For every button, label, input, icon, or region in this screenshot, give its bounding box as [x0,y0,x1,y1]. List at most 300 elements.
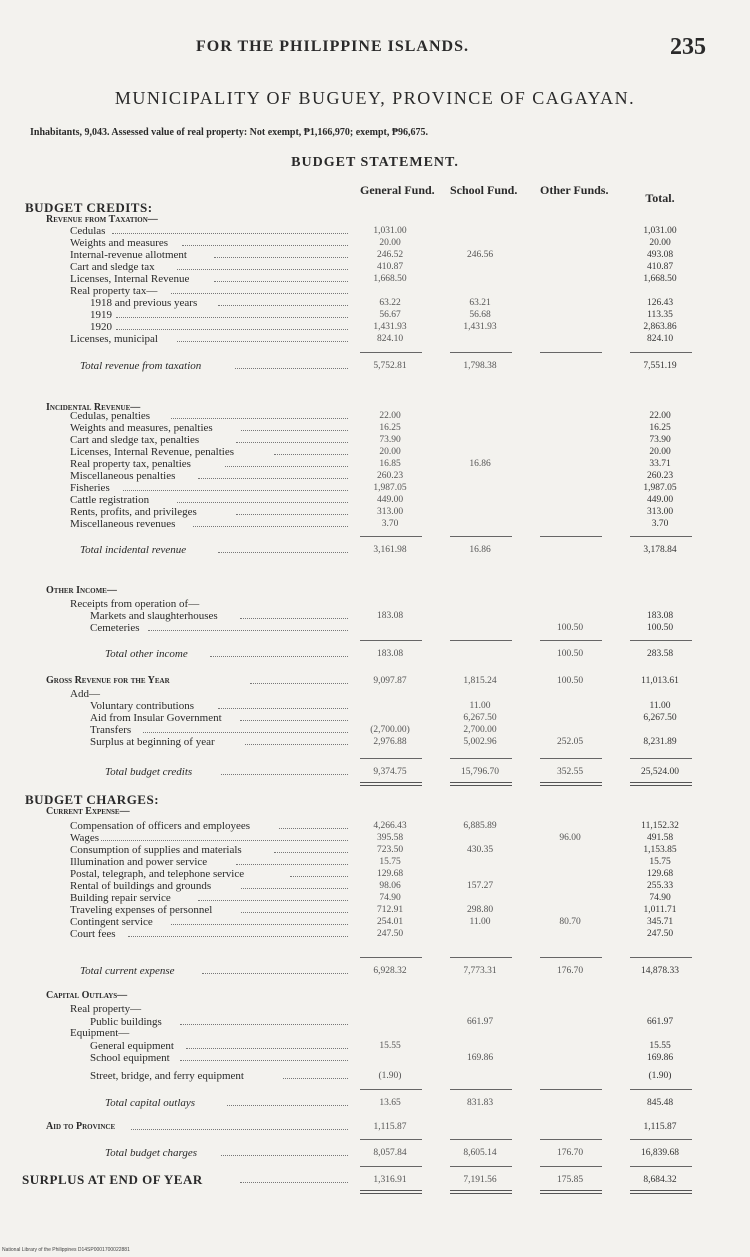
cell-school-fund: 661.97 [466,1017,494,1027]
table-row [0,422,750,434]
cell-school-fund: 5,002.96 [463,737,497,747]
column-header-general-fund: General Fund. [360,183,435,197]
cell-total: 33.71 [649,459,671,469]
dot-leader [236,864,348,865]
row-label: General equipment [90,1040,174,1052]
row-label: Total revenue from taxation [80,360,202,372]
cell-general-fund: 3,161.98 [373,545,407,555]
dot-leader [240,1182,348,1183]
cell-general-fund: 15.75 [379,857,401,867]
table-row [0,844,750,856]
cell-school-fund: 63.21 [469,298,491,308]
cell-total: 22.00 [649,411,671,421]
table-row [0,892,750,904]
column-header-other-funds: Other Funds. [540,183,609,197]
cell-school-fund: 56.68 [469,310,491,320]
double-rule [450,1190,512,1194]
dot-leader [131,1129,348,1130]
row-label: Rents, profits, and privileges [70,506,197,518]
dot-leader [274,852,348,853]
dot-leader [218,552,348,553]
sum-rule [360,352,422,353]
sum-rule [360,536,422,537]
cell-school-fund: 2,700.00 [463,725,497,735]
dot-leader [290,876,348,877]
table-row [0,700,750,712]
cell-other-funds: 176.70 [556,966,584,976]
cell-general-fund: 73.90 [379,435,401,445]
sum-rule [540,640,602,641]
cell-school-fund: 157.27 [466,881,494,891]
sum-rule [450,1139,512,1140]
cell-general-fund: 395.58 [376,833,404,843]
row-label: Real property tax— [70,285,158,297]
cell-general-fund: 74.90 [379,893,401,903]
row-label: Building repair service [70,892,171,904]
sum-rule [630,536,692,537]
table-row [0,928,750,940]
cell-general-fund: 20.00 [379,447,401,457]
table-row [0,712,750,724]
cell-total: 113.35 [647,310,673,320]
dot-leader [235,368,348,369]
table-row [0,610,750,622]
cell-general-fund: 1,987.05 [373,483,407,493]
cell-general-fund: 449.00 [376,495,404,505]
cell-general-fund: 56.67 [379,310,401,320]
dot-leader [180,1060,348,1061]
row-label: Aid from Insular Government [90,712,222,724]
cell-other-funds: 175.85 [556,1175,584,1185]
total-row [0,766,750,778]
sum-rule [630,1089,692,1090]
budget-charges-heading: BUDGET CHARGES: [25,792,160,807]
dot-leader [283,1078,348,1079]
table-row [0,434,750,446]
row-label: Public buildings [90,1016,162,1028]
table-row [0,1121,750,1133]
cell-school-fund: 16.86 [469,545,491,555]
cell-total: 8,684.32 [643,1175,677,1185]
cell-general-fund: 1,431.93 [373,322,407,332]
row-label: Street, bridge, and ferry equipment [90,1070,244,1082]
sum-rule [360,1089,422,1090]
cell-total: 183.08 [646,611,674,621]
row-label: Contingent service [70,916,153,928]
dot-leader [193,526,348,527]
cell-school-fund: 1,798.38 [463,361,497,371]
budget-credits-heading: BUDGET CREDITS: [25,200,153,215]
table-row [0,916,750,928]
row-label: Surplus at beginning of year [90,736,215,748]
dot-leader [123,490,348,491]
cell-general-fund: 5,752.81 [373,361,407,371]
cell-general-fund: 260.23 [376,471,404,481]
table-row [0,261,750,273]
dot-leader [198,900,348,901]
cell-total: 845.48 [646,1098,674,1108]
table-row [0,410,750,422]
dot-leader [180,1024,348,1025]
row-label: 1920 [90,321,112,333]
cell-general-fund: (1.90) [378,1071,402,1081]
table-row [0,446,750,458]
table-row [0,675,750,687]
total-row [0,1097,750,1109]
cell-school-fund: 11.00 [469,701,491,711]
sum-rule [450,352,512,353]
cell-other-funds: 80.70 [559,917,581,927]
other-income-heading: Other Income— [46,585,117,596]
cell-general-fund: 254.01 [376,917,404,927]
row-label: Total capital outlays [105,1097,196,1109]
row-label: Cemeteries [90,622,140,634]
double-rule [540,1190,602,1194]
cell-total: 129.68 [646,869,674,879]
table-row [0,297,750,309]
cell-school-fund: 298.80 [466,905,494,915]
dot-leader [274,454,348,455]
row-label: Cart and sledge tax [70,261,155,273]
add-heading: Add— [70,688,100,700]
sum-rule [630,957,692,958]
cell-general-fund: 183.08 [376,649,404,659]
cell-school-fund: 430.35 [466,845,494,855]
table-row [0,1070,750,1082]
row-label: School equipment [90,1052,170,1064]
dot-leader [218,305,348,306]
cell-total: 126.43 [646,298,674,308]
row-label: Cattle registration [70,494,150,506]
cell-general-fund: 1,316.91 [373,1175,407,1185]
double-rule [360,782,422,786]
table-row [0,868,750,880]
cell-other-funds: 100.50 [556,649,584,659]
cell-school-fund: 16.86 [469,459,491,469]
table-row [0,249,750,261]
dot-leader [116,329,348,330]
dot-leader [279,828,348,829]
sum-rule [450,1089,512,1090]
cell-total: 449.00 [646,495,674,505]
cell-school-fund: 246.56 [466,250,494,260]
cell-total: 283.58 [646,649,674,659]
cell-school-fund: 7,191.56 [463,1175,497,1185]
cell-total: 3.70 [651,519,669,529]
cell-total: 11.00 [649,701,671,711]
cell-total: 16.25 [649,423,671,433]
sum-rule [450,758,512,759]
total-row [0,648,750,660]
sum-rule [360,957,422,958]
dot-leader [182,245,348,246]
sum-rule [540,1166,602,1167]
cell-general-fund: 63.22 [379,298,401,308]
table-row [0,285,750,297]
cell-total: 661.97 [646,1017,674,1027]
table-row [0,273,750,285]
table-row [0,820,750,832]
table-row [0,470,750,482]
row-label: Fisheries [70,482,110,494]
sum-rule [450,1166,512,1167]
row-label: Voluntary contributions [90,700,194,712]
row-label: Rental of buildings and grounds [70,880,212,892]
row-label: Weights and measures, penalties [70,422,213,434]
table-row [0,333,750,345]
cell-other-funds: 352.55 [556,767,584,777]
dot-leader [236,442,348,443]
cell-general-fund: (2,700.00) [370,725,410,735]
current-expense-heading: Current Expense— [46,806,130,817]
dot-leader [128,936,348,937]
cell-total: 1,668.50 [643,274,677,284]
table-row [0,724,750,736]
table-row [0,237,750,249]
dot-leader [116,317,348,318]
cell-total: 1,153.85 [643,845,677,855]
cell-total: 6,267.50 [643,713,677,723]
sum-rule [630,1139,692,1140]
table-row [0,904,750,916]
dot-leader [112,233,348,234]
cell-total: 169.86 [646,1053,674,1063]
row-label: Licenses, Internal Revenue [70,273,190,285]
cell-general-fund: 313.00 [376,507,404,517]
cell-other-funds: 252.05 [556,737,584,747]
cell-other-funds: 96.00 [559,833,581,843]
dot-leader [240,720,348,721]
cell-total: 16,839.68 [641,1148,679,1158]
dot-leader [202,973,348,974]
cell-general-fund: 129.68 [376,869,404,879]
cell-general-fund: 246.52 [376,250,404,260]
cell-total: 1,115.87 [643,1122,677,1132]
cell-other-funds: 100.50 [556,676,584,686]
row-label: Total budget charges [105,1147,198,1159]
row-label: 1918 and previous years [90,297,198,309]
receipts-from-heading: Receipts from operation of— [70,598,200,610]
table-row [0,736,750,748]
cell-general-fund: 4,266.43 [373,821,407,831]
dot-leader [250,683,348,684]
cell-total: 100.50 [646,623,674,633]
column-header-school-fund: School Fund. [450,183,518,197]
row-label: Aid to Province [46,1121,116,1132]
table-row [0,880,750,892]
dot-leader [177,341,348,342]
dot-leader [236,514,348,515]
cell-total: 2,863.86 [643,322,677,332]
dot-leader [221,1155,348,1156]
sum-rule [450,640,512,641]
total-row [0,544,750,556]
dot-leader [198,478,348,479]
cell-general-fund: 3.70 [381,519,399,529]
cell-general-fund: 824.10 [376,334,404,344]
row-label: 1919 [90,309,112,321]
sum-rule [540,1089,602,1090]
cell-general-fund: 22.00 [379,411,401,421]
row-label: Total other income [105,648,188,660]
cell-total: 11,013.61 [641,676,679,686]
dot-leader [241,888,348,889]
sum-rule [630,758,692,759]
sum-rule [360,1139,422,1140]
cell-total: 14,878.33 [641,966,679,976]
cell-total: 20.00 [649,238,671,248]
row-label: Consumption of supplies and materials [70,844,242,856]
cell-total: 491.58 [646,833,674,843]
dot-leader [177,502,348,503]
cell-general-fund: 8,057.84 [373,1148,407,1158]
sum-rule [540,536,602,537]
library-footer: National Library of the Philippines D14SP0001700022881 [2,1247,130,1253]
cell-general-fund: 2,976.88 [373,737,407,747]
row-label: Illumination and power service [70,856,208,868]
cell-total: (1.90) [648,1071,672,1081]
sum-rule [360,640,422,641]
table-row [0,1174,750,1186]
dot-leader [214,257,348,258]
cell-general-fund: 15.55 [379,1041,401,1051]
sum-rule [540,352,602,353]
row-label: Total incidental revenue [80,544,187,556]
cell-general-fund: 712.91 [376,905,404,915]
cell-total: 1,987.05 [643,483,677,493]
sum-rule [630,640,692,641]
dot-leader [210,656,348,657]
sum-rule [540,957,602,958]
double-rule [450,782,512,786]
row-label: Markets and slaughterhouses [90,610,218,622]
double-rule [630,782,692,786]
row-label: Total current expense [80,965,175,977]
incidental-revenue-heading: Incidental Revenue— [46,402,141,413]
dot-leader [148,630,348,631]
cell-total: 15.75 [649,857,671,867]
row-label: Real property tax, penalties [70,458,191,470]
row-label: Cedulas [70,225,106,237]
table-row [0,494,750,506]
dot-leader [177,269,348,270]
table-row [0,622,750,634]
cell-general-fund: 183.08 [376,611,404,621]
cell-total: 8,231.89 [643,737,677,747]
cell-general-fund: 1,668.50 [373,274,407,284]
cell-total: 824.10 [646,334,674,344]
sum-rule [540,1139,602,1140]
cell-total: 345.71 [646,917,674,927]
cell-school-fund: 831.83 [466,1098,494,1108]
total-row [0,1147,750,1159]
row-label: Traveling expenses of personnel [70,904,213,916]
cell-school-fund: 6,267.50 [463,713,497,723]
table-row [0,458,750,470]
double-rule [360,1190,422,1194]
cell-school-fund: 6,885.89 [463,821,497,831]
cell-general-fund: 1,031.00 [373,226,407,236]
row-label: Cedulas, penalties [70,410,151,422]
table-row [0,518,750,530]
cell-school-fund: 15,796.70 [461,767,499,777]
cell-total: 25,524.00 [641,767,679,777]
dot-leader [101,840,348,841]
row-label: Miscellaneous penalties [70,470,176,482]
row-label: Transfers [90,724,132,736]
sum-rule [630,1166,692,1167]
table-row [0,321,750,333]
table-row [0,506,750,518]
cell-total: 1,031.00 [643,226,677,236]
cell-total: 7,551.19 [643,361,677,371]
table-row [0,482,750,494]
surplus-end-of-year-label: SURPLUS AT END OF YEAR [22,1172,203,1187]
dot-leader [241,430,348,431]
cell-general-fund: 247.50 [376,929,404,939]
table-row [0,1016,750,1028]
cell-general-fund: 98.06 [379,881,401,891]
revenue-from-taxation-heading: Revenue from Taxation— [46,214,158,225]
cell-school-fund: 1,815.24 [463,676,497,686]
row-label: Court fees [70,928,116,940]
cell-general-fund: 16.85 [379,459,401,469]
dot-leader [221,774,348,775]
sum-rule [360,758,422,759]
cell-general-fund: 6,928.32 [373,966,407,976]
table-row [0,832,750,844]
cell-school-fund: 1,431.93 [463,322,497,332]
dot-leader [171,293,348,294]
dot-leader [227,1105,348,1106]
row-label: Licenses, municipal [70,333,158,345]
dot-leader [241,912,348,913]
cell-general-fund: 16.25 [379,423,401,433]
cell-total: 260.23 [646,471,674,481]
cell-school-fund: 11.00 [469,917,491,927]
cell-school-fund: 7,773.31 [463,966,497,976]
cell-total: 410.87 [646,262,674,272]
municipality-title: MUNICIPALITY OF BUGUEY, PROVINCE OF CAGAYAN. [114,88,636,108]
sum-rule [450,957,512,958]
cell-general-fund: 9,374.75 [373,767,407,777]
dot-leader [143,732,348,733]
row-label: Total budget credits [105,766,193,778]
row-label: Licenses, Internal Revenue, penalties [70,446,235,458]
row-label: Compensation of officers and employees [70,820,251,832]
table-row [0,856,750,868]
table-row [0,309,750,321]
cell-total: 247.50 [646,929,674,939]
cell-total: 3,178.84 [643,545,677,555]
cell-total: 313.00 [646,507,674,517]
dot-leader [218,708,348,709]
table-row [0,1040,750,1052]
sum-rule [630,352,692,353]
cell-total: 20.00 [649,447,671,457]
cell-total: 15.55 [649,1041,671,1051]
cell-general-fund: 410.87 [376,262,404,272]
row-label: Miscellaneous revenues [70,518,176,530]
capital-outlays-heading: Capital Outlays— [46,990,128,1001]
cell-school-fund: 8,605.14 [463,1148,497,1158]
cell-general-fund: 20.00 [379,238,401,248]
equipment-heading: Equipment— [70,1027,130,1039]
dot-leader [225,466,348,467]
gross-revenue-label: Gross Revenue for the Year [46,675,170,686]
row-label: Wages [70,832,100,844]
dot-leader [214,281,348,282]
